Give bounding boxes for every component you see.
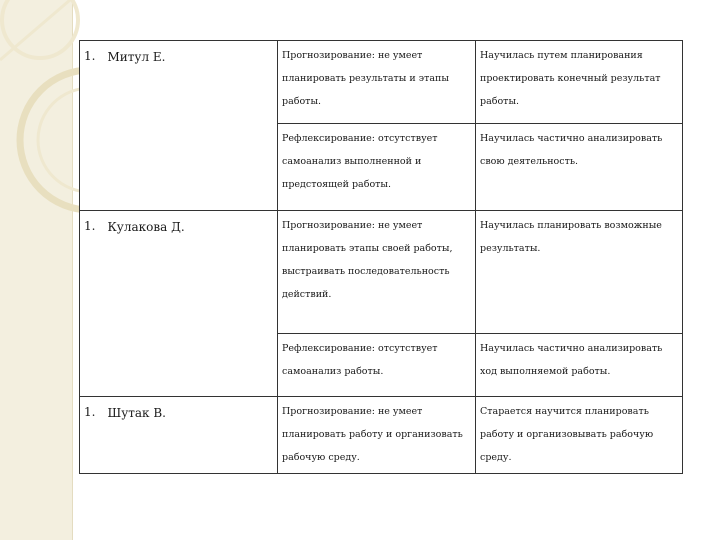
problem-text: Прогнозирование: не умеет планировать этапы своей работы, выстраивать последовательность действий.	[282, 220, 453, 300]
row-number: 1.	[84, 405, 96, 419]
result-text: Старается научится планировать работу и организовывать рабочую среду.	[480, 406, 654, 463]
student-name: Шутак В.	[107, 406, 166, 420]
row-number-cell	[80, 41, 102, 211]
table-row	[80, 211, 683, 334]
problem-text: Рефлексирование: отсутствует самоанализ работы.	[282, 343, 438, 377]
problem-text: Прогнозирование: не умеет планировать работу и организовать рабочую среду.	[282, 406, 463, 463]
row-number: 1.	[84, 49, 96, 63]
problem-cell	[278, 124, 476, 211]
student-name-cell	[102, 41, 278, 211]
student-name-cell	[102, 211, 278, 397]
row-number: 1.	[84, 219, 96, 233]
decorative-left-band	[0, 0, 73, 540]
result-cell	[476, 41, 683, 124]
problem-text: Прогнозирование: не умеет планировать результаты и этапы работы.	[282, 50, 449, 107]
result-text: Научилась планировать возможные результаты.	[480, 220, 662, 254]
student-progress-table	[79, 40, 683, 474]
result-cell	[476, 334, 683, 397]
problem-text: Рефлексирование: отсутствует самоанализ выполненной и предстоящей работы.	[282, 133, 438, 190]
problem-cell	[278, 397, 476, 474]
table-row	[80, 41, 683, 124]
result-text: Научилась частично анализировать свою деятельность.	[480, 133, 663, 167]
result-cell	[476, 397, 683, 474]
result-cell	[476, 211, 683, 334]
result-text: Научилась частично анализировать ход выполняемой работы.	[480, 343, 663, 377]
problem-cell	[278, 41, 476, 124]
table-row	[80, 397, 683, 474]
row-number-cell	[80, 211, 102, 397]
result-text: Научилась путем планирования проектировать конечный результат работы.	[480, 50, 661, 107]
result-cell	[476, 124, 683, 211]
student-name: Митул Е.	[107, 50, 166, 64]
student-name: Кулакова Д.	[107, 220, 185, 234]
problem-cell	[278, 211, 476, 334]
problem-cell	[278, 334, 476, 397]
student-name-cell	[102, 397, 278, 474]
row-number-cell	[80, 397, 102, 474]
